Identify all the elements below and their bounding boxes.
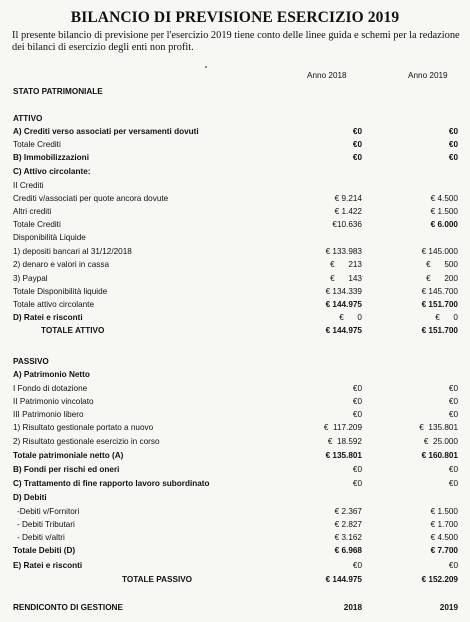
row-label: Totale Disponibilità liquide bbox=[13, 287, 108, 296]
row-label: RENDICONTO DI GESTIONE bbox=[13, 603, 123, 612]
value-2019: € 160.801 bbox=[421, 451, 458, 460]
value-2018: € 134.339 bbox=[325, 287, 362, 296]
row-label: II Crediti bbox=[13, 181, 44, 190]
value-2018: €10.636 bbox=[332, 220, 362, 229]
value-2019: € 4.500 bbox=[430, 533, 458, 542]
table-row bbox=[0, 369, 470, 382]
table-row bbox=[0, 219, 470, 232]
value-2019: 2019 bbox=[439, 603, 458, 612]
value-2018: €0 bbox=[352, 410, 362, 419]
column-header-2018: Anno 2018 bbox=[307, 71, 347, 80]
value-2018: € 2.827 bbox=[334, 520, 362, 529]
table-row bbox=[0, 519, 470, 532]
row-label: - Debiti Tributari bbox=[17, 520, 75, 529]
row-label: C) Attivo circolante: bbox=[13, 167, 91, 176]
value-2019: €0 bbox=[448, 140, 458, 149]
value-2019: € 151.700 bbox=[421, 300, 458, 309]
table-row bbox=[0, 86, 470, 99]
value-2019: € 151.700 bbox=[421, 326, 458, 335]
value-2019: €0 bbox=[448, 479, 458, 488]
table-row bbox=[0, 273, 470, 286]
table-row bbox=[0, 396, 470, 409]
column-header-row bbox=[0, 70, 470, 83]
table-row bbox=[0, 126, 470, 139]
table-row bbox=[0, 532, 470, 545]
row-label: B) Immobilizzazioni bbox=[13, 153, 89, 162]
value-2019: € 6.000 bbox=[430, 220, 458, 229]
table-row bbox=[0, 409, 470, 422]
row-label: Altri crediti bbox=[13, 207, 52, 216]
value-2018: €0 bbox=[352, 153, 362, 162]
value-2019: € 200 bbox=[426, 274, 458, 283]
value-2018: € 133.983 bbox=[325, 247, 362, 256]
value-2018: € 144.975 bbox=[325, 326, 362, 335]
value-2019: € 135.801 bbox=[419, 423, 458, 432]
value-2019: €0 bbox=[448, 127, 458, 136]
intro-paragraph: Il presente bilancio di previsione per l'esercizio 2019 tiene conto delle linee guida e schemi per la redazione dei bilanci di esercizio degli enti non profit. bbox=[12, 30, 460, 53]
table-row bbox=[0, 383, 470, 396]
row-label: - Debiti v/altri bbox=[17, 533, 65, 542]
value-2019: €0 bbox=[448, 561, 458, 570]
row-label: Disponibilità Liquide bbox=[13, 233, 86, 242]
value-2018: €0 bbox=[352, 140, 362, 149]
table-row bbox=[0, 312, 470, 325]
table-row bbox=[0, 436, 470, 449]
table-row bbox=[0, 545, 470, 558]
table-row bbox=[0, 246, 470, 259]
table-row bbox=[0, 325, 470, 338]
table-row bbox=[0, 422, 470, 435]
row-label: III Patrimonio libero bbox=[13, 410, 84, 419]
row-label: 2) denaro e valori in cassa bbox=[13, 260, 110, 269]
row-label: 1) Risultato gestionale portato a nuovo bbox=[13, 423, 154, 432]
value-2019: € 500 bbox=[426, 260, 458, 269]
row-label: 3) Paypal bbox=[13, 274, 48, 283]
value-2018: €0 bbox=[352, 397, 362, 406]
row-label: II Patrimonio vincolato bbox=[13, 397, 94, 406]
row-label: Totale patrimoniale netto (A) bbox=[13, 451, 124, 460]
value-2019: € 1.500 bbox=[430, 207, 458, 216]
row-label: 1) depositi bancari al 31/12/2018 bbox=[13, 247, 132, 256]
value-2018: € 0 bbox=[339, 313, 362, 322]
value-2019: €0 bbox=[448, 384, 458, 393]
value-2019: € 145.000 bbox=[421, 247, 458, 256]
value-2019: € 1.500 bbox=[430, 507, 458, 516]
value-2019: € 152.209 bbox=[421, 575, 458, 584]
table-row bbox=[0, 506, 470, 519]
value-2018: 2018 bbox=[343, 603, 362, 612]
table-row bbox=[0, 139, 470, 152]
value-2018: € 1.422 bbox=[334, 207, 362, 216]
row-label: A) Patrimonio Netto bbox=[13, 370, 90, 379]
value-2018: €0 bbox=[352, 561, 362, 570]
value-2018: € 143 bbox=[330, 274, 362, 283]
row-label: D) Ratei e risconti bbox=[13, 313, 83, 322]
table-row bbox=[0, 113, 470, 126]
row-label: Crediti v/associati per quote ancora dovute bbox=[13, 194, 169, 203]
value-2018: € 213 bbox=[330, 260, 362, 269]
value-2019: € 7.700 bbox=[430, 546, 458, 555]
value-2019: €0 bbox=[448, 397, 458, 406]
value-2018: €0 bbox=[352, 465, 362, 474]
table-row bbox=[0, 478, 470, 491]
value-2018: € 144.975 bbox=[325, 575, 362, 584]
value-2018: €0 bbox=[352, 384, 362, 393]
row-label: -Debiti v/Fornitori bbox=[17, 507, 80, 516]
value-2019: €0 bbox=[448, 410, 458, 419]
row-label: A) Crediti verso associati per versamenti dovuti bbox=[13, 127, 199, 136]
value-2018: €0 bbox=[352, 479, 362, 488]
value-2019: € 145.700 bbox=[421, 287, 458, 296]
row-label: Totale attivo circolante bbox=[13, 300, 95, 309]
row-label: TOTALE ATTIVO bbox=[41, 326, 105, 335]
row-label: Totale Debiti (D) bbox=[13, 546, 76, 555]
value-2019: € 4.500 bbox=[430, 194, 458, 203]
value-2018: € 135.801 bbox=[325, 451, 362, 460]
table-row bbox=[0, 560, 470, 573]
value-2019: €0 bbox=[448, 465, 458, 474]
scan-speck bbox=[205, 66, 207, 68]
value-2018: € 3.162 bbox=[334, 533, 362, 542]
value-2018: € 18.592 bbox=[327, 437, 362, 446]
table-row bbox=[0, 166, 470, 179]
table-row bbox=[0, 286, 470, 299]
table-row bbox=[0, 450, 470, 463]
value-2018: € 6.968 bbox=[334, 546, 362, 555]
table-row bbox=[0, 206, 470, 219]
value-2018: € 2.367 bbox=[334, 507, 362, 516]
value-2018: € 117.209 bbox=[323, 423, 362, 432]
value-2019: €0 bbox=[448, 153, 458, 162]
table-row bbox=[0, 259, 470, 272]
table-row bbox=[0, 193, 470, 206]
table-row bbox=[0, 464, 470, 477]
value-2019: € 0 bbox=[435, 313, 458, 322]
row-label: Totale Crediti bbox=[13, 220, 61, 229]
value-2018: € 9.214 bbox=[334, 194, 362, 203]
row-label: ATTIVO bbox=[13, 114, 43, 123]
table-row bbox=[0, 180, 470, 193]
row-label: I Fondo di dotazione bbox=[13, 384, 88, 393]
table-row bbox=[0, 232, 470, 245]
value-2019: € 25.000 bbox=[423, 437, 458, 446]
row-label: Totale Crediti bbox=[13, 140, 61, 149]
row-label: D) Debiti bbox=[13, 493, 47, 502]
table-row bbox=[0, 356, 470, 369]
value-2018: €0 bbox=[352, 127, 362, 136]
table-row bbox=[0, 574, 470, 587]
row-label: C) Trattamento di fine rapporto lavoro subordinato bbox=[13, 479, 210, 488]
column-header-2019: Anno 2019 bbox=[408, 71, 448, 80]
row-label: STATO PATRIMONIALE bbox=[13, 87, 103, 96]
value-2019: € 1.700 bbox=[430, 520, 458, 529]
row-label: E) Ratei e risconti bbox=[13, 561, 83, 570]
table-row bbox=[0, 152, 470, 165]
table-row bbox=[0, 299, 470, 312]
value-2018: € 144.975 bbox=[325, 300, 362, 309]
row-label: TOTALE PASSIVO bbox=[122, 575, 193, 584]
table-row bbox=[0, 602, 470, 615]
table-row bbox=[0, 492, 470, 505]
document-title: BILANCIO DI PREVISIONE ESERCIZIO 2019 bbox=[70, 9, 400, 26]
row-label: PASSIVO bbox=[13, 357, 49, 366]
row-label: 2) Risultato gestionale esercizio in corso bbox=[13, 437, 160, 446]
row-label: B) Fondi per rischi ed oneri bbox=[13, 465, 120, 474]
